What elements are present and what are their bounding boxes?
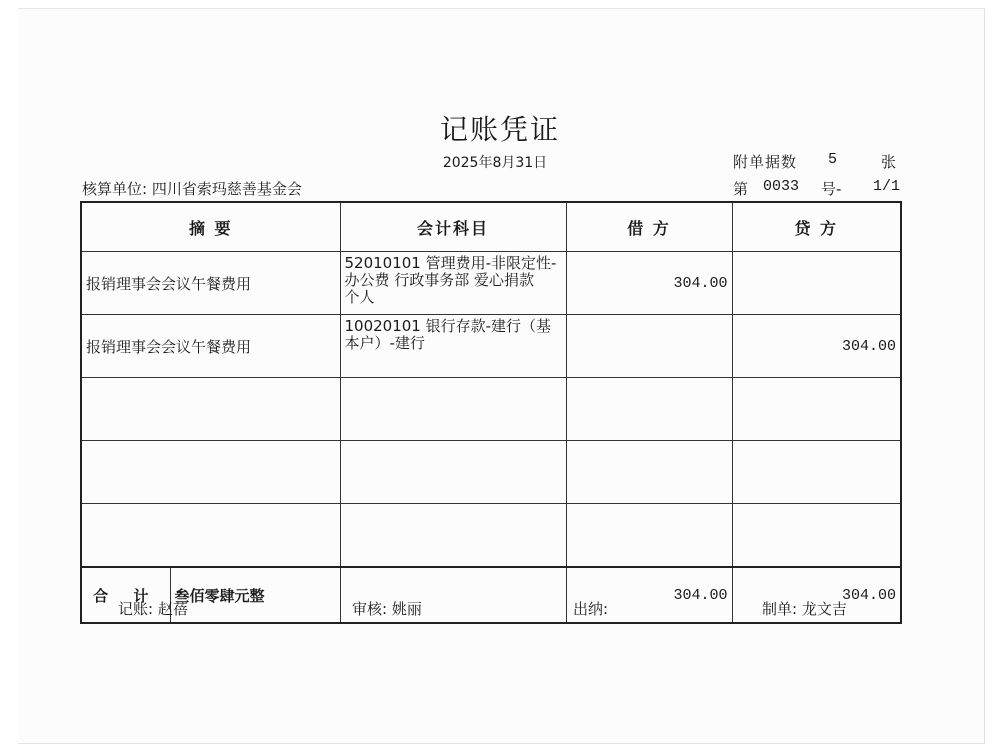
row-credit bbox=[732, 378, 901, 441]
attachments-label: 附单据数 bbox=[733, 153, 798, 171]
voucher-number-suffix: 号- bbox=[821, 180, 842, 198]
header-credit: 贷 方 bbox=[732, 202, 901, 252]
signature-reviewer: 审核: 姚丽 bbox=[352, 600, 422, 618]
row-debit: 304.00 bbox=[566, 252, 732, 315]
signature-cashier: 出纳: bbox=[573, 600, 609, 618]
accounting-entity bbox=[82, 178, 302, 199]
row-debit bbox=[566, 441, 732, 504]
table-header-row bbox=[81, 202, 901, 252]
table-row bbox=[81, 252, 901, 315]
attachments-number: 5 bbox=[828, 151, 838, 168]
voucher-title: 记账凭证 bbox=[439, 113, 560, 146]
row-summary bbox=[81, 504, 340, 568]
row-account bbox=[340, 315, 566, 378]
account-line: 本户）-建行 bbox=[344, 334, 425, 352]
row-debit bbox=[566, 504, 732, 568]
row-summary bbox=[81, 378, 340, 441]
row-debit bbox=[566, 378, 732, 441]
total-debit: 304.00 bbox=[566, 567, 732, 623]
header-debit: 借 方 bbox=[566, 202, 732, 252]
account-line: 个人 bbox=[344, 288, 375, 306]
row-summary: 报销理事会会议午餐费用 bbox=[81, 315, 340, 378]
total-credit: 304.00 bbox=[732, 567, 901, 623]
account-line: 10020101 银行存款-建行（基 bbox=[344, 317, 552, 335]
row-summary bbox=[81, 441, 340, 504]
account-line: 办公费 行政事务部 爱心捐款 bbox=[344, 271, 535, 289]
table-row bbox=[81, 441, 901, 504]
signature-maker: 制单: 龙文吉 bbox=[762, 600, 847, 618]
row-account bbox=[340, 252, 566, 315]
row-debit bbox=[566, 315, 732, 378]
header-account: 会计科目 bbox=[340, 202, 566, 252]
voucher-number-prefix: 第 bbox=[733, 180, 749, 198]
row-credit bbox=[732, 504, 901, 568]
table-row bbox=[81, 315, 901, 378]
row-credit bbox=[732, 441, 901, 504]
total-label: 合 计 bbox=[82, 568, 170, 622]
header-summary: 摘 要 bbox=[81, 202, 340, 252]
table-row bbox=[81, 504, 901, 568]
table-row bbox=[81, 378, 901, 441]
entity-name: 四川省索玛慈善基金会 bbox=[151, 180, 302, 198]
total-amount-words: 叁佰零肆元整 bbox=[174, 586, 265, 605]
attachments-count bbox=[733, 151, 903, 171]
voucher-number-value: 0033 bbox=[763, 178, 800, 195]
account-line: 52010101 管理费用-非限定性- bbox=[344, 254, 557, 272]
voucher-number bbox=[733, 178, 903, 198]
signature-bookkeeper: 记账: 赵蓓 bbox=[118, 600, 188, 618]
voucher-page: 1/1 bbox=[873, 178, 901, 195]
row-account bbox=[340, 378, 566, 441]
row-credit bbox=[732, 252, 901, 315]
entity-label: 核算单位: bbox=[82, 180, 148, 198]
row-summary: 报销理事会会议午餐费用 bbox=[81, 252, 340, 315]
voucher-date: 2025年8月31日 bbox=[442, 155, 548, 171]
row-account bbox=[340, 504, 566, 568]
attachments-unit: 张 bbox=[881, 153, 897, 171]
row-credit: 304.00 bbox=[732, 315, 901, 378]
voucher-table bbox=[80, 201, 902, 624]
row-account bbox=[340, 441, 566, 504]
